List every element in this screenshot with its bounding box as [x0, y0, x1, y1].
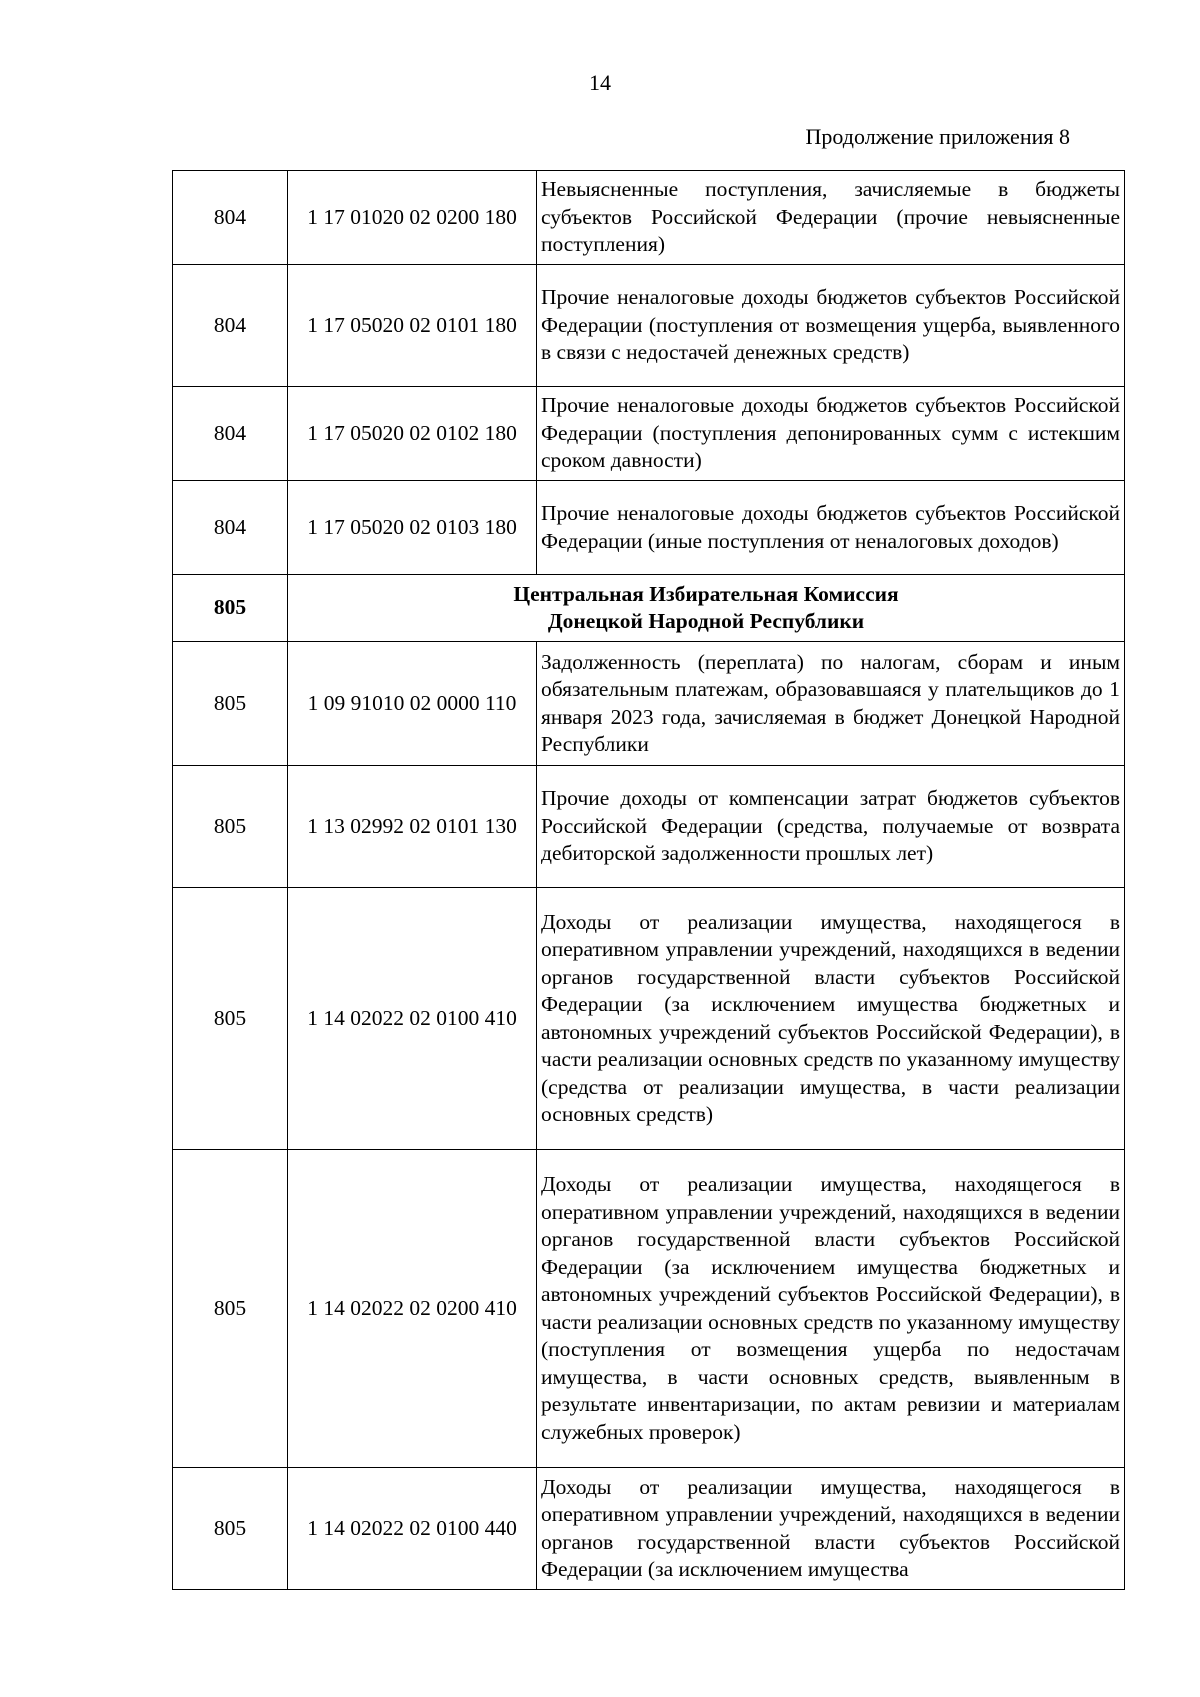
table-row: [173, 1150, 1125, 1468]
admin-code-cell: 805: [173, 1468, 288, 1590]
budget-code-cell: 1 09 91010 02 0000 110: [288, 642, 537, 766]
admin-code-cell: 804: [173, 171, 288, 265]
section-title-line: Донецкой Народной Республики: [547, 609, 865, 633]
table-row: [173, 387, 1125, 481]
admin-code-cell: 804: [173, 265, 288, 387]
budget-code-cell: 1 14 02022 02 0200 410: [288, 1150, 537, 1468]
budget-code-cell: 1 13 02992 02 0101 130: [288, 766, 537, 888]
table-row: [173, 171, 1125, 265]
budget-code-cell: 1 17 05020 02 0101 180: [288, 265, 537, 387]
admin-code-cell: 805: [173, 575, 288, 642]
section-title-line: Центральная Избирательная Комиссия: [513, 581, 899, 606]
table-row: [173, 888, 1125, 1150]
budget-code-cell: 1 17 01020 02 0200 180: [288, 171, 537, 265]
admin-code-cell: 804: [173, 481, 288, 575]
description-cell: Прочие неналоговые доходы бюджетов субъектов Российской Федерации (иные поступления от неналоговых доходов): [537, 481, 1125, 575]
appendix-continuation-note: Продолжение приложения 8: [805, 124, 1070, 149]
description-cell: Невыясненные поступления, зачисляемые в бюджеты субъектов Российской Федерации (прочие невыясненные поступления): [537, 171, 1125, 265]
budget-code-cell: 1 17 05020 02 0103 180: [288, 481, 537, 575]
admin-code-cell: 805: [173, 766, 288, 888]
description-cell: Прочие неналоговые доходы бюджетов субъектов Российской Федерации (поступления от возмещения ущерба, выявленного в связи с недостачей денежных средств): [537, 265, 1125, 387]
admin-code-cell: 805: [173, 642, 288, 766]
page-number: 14: [589, 70, 611, 95]
budget-code-cell: 1 14 02022 02 0100 410: [288, 888, 537, 1150]
description-cell: Задолженность (переплата) по налогам, сборам и иным обязательным платежам, образовавшаяся у плательщиков до 1 января 2023 года, зачисляемая в бюджет Донецкой Народной Республики: [537, 642, 1125, 766]
description-cell: Доходы от реализации имущества, находящегося в оперативном управлении учреждений, находящихся в ведении органов государственной власти субъектов Российской Федерации (за исключением имущества: [537, 1468, 1125, 1590]
table-row: [173, 766, 1125, 888]
admin-code-cell: 805: [173, 1150, 288, 1468]
section-title-cell: [288, 575, 1125, 642]
description-cell: Доходы от реализации имущества, находящегося в оперативном управлении учреждений, находящихся в ведении органов государственной власти субъектов Российской Федерации (за исключением имущества бюджетных и автономных учреждений субъектов Российской Федерации), в части реализации основных средств по указанному имуществу (средства от реализации имущества, в части реализации основных средств): [537, 888, 1125, 1150]
description-cell: Доходы от реализации имущества, находящегося в оперативном управлении учреждений, находящихся в ведении органов государственной власти субъектов Российской Федерации (за исключением имущества бюджетных и автономных учреждений субъектов Российской Федерации), в части реализации основных средств по указанному имуществу (поступления от возмещения ущерба по недостачам имущества, в части основных средств, выявленным в результате инвентаризации, по актам ревизии и материалам служебных проверок): [537, 1150, 1125, 1468]
budget-code-cell: 1 17 05020 02 0102 180: [288, 387, 537, 481]
description-cell: Прочие неналоговые доходы бюджетов субъектов Российской Федерации (поступления депонированных сумм с истекшим сроком давности): [537, 387, 1125, 481]
table-row: [173, 481, 1125, 575]
table-row: [173, 642, 1125, 766]
table-row: [173, 1468, 1125, 1590]
section-header-row: [173, 575, 1125, 642]
budget-classification-table: [172, 170, 1125, 1590]
admin-code-cell: 805: [173, 888, 288, 1150]
budget-code-cell: 1 14 02022 02 0100 440: [288, 1468, 537, 1590]
admin-code-cell: 804: [173, 387, 288, 481]
table-row: [173, 265, 1125, 387]
description-cell: Прочие доходы от компенсации затрат бюджетов субъектов Российской Федерации (средства, получаемые от возврата дебиторской задолженности прошлых лет): [537, 766, 1125, 888]
